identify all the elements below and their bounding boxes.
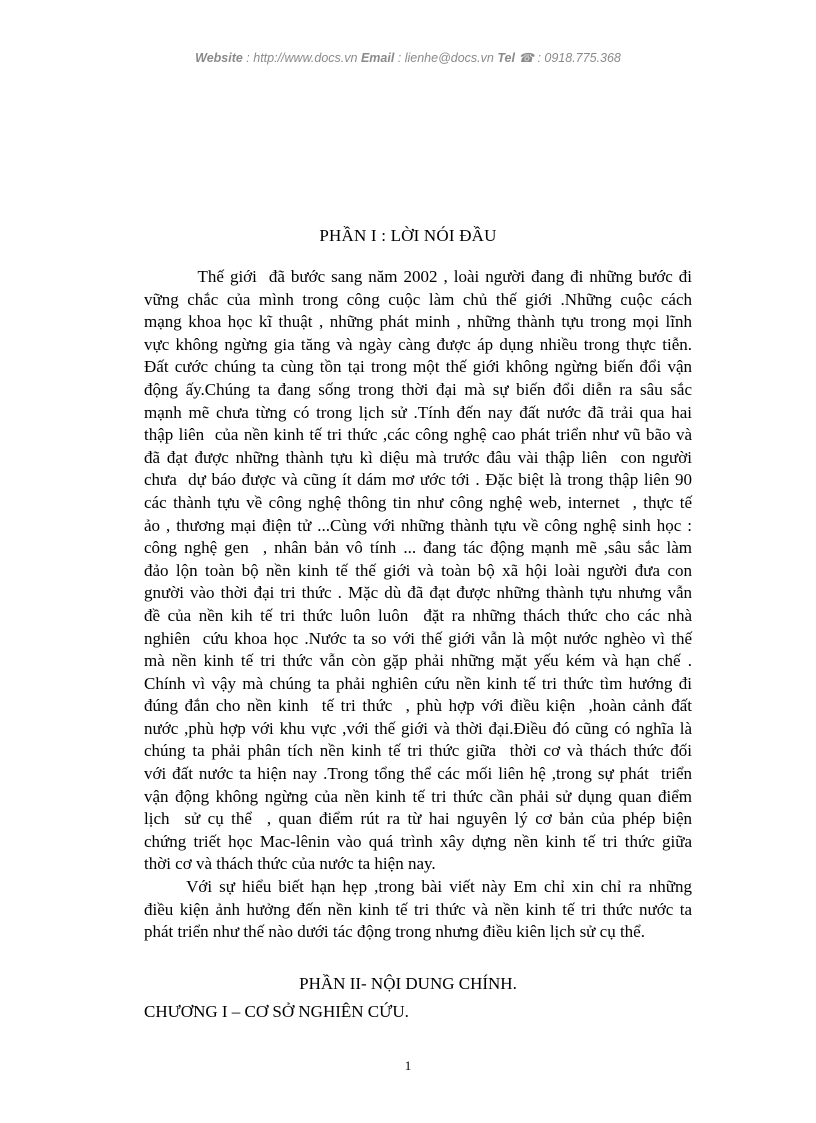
text-line: công nghệ gen , nhân bản vô tính ... đang tác động mạnh mẽ ,sâu sắc làm — [144, 538, 692, 558]
website-label: Website — [195, 51, 243, 65]
text-line: chúng ta phải phân tích nền kinh tế tri thức giữa thời cơ và thách thức đối — [144, 741, 692, 761]
website-value: : http://www.docs.vn — [242, 51, 361, 65]
email-value: : lienhe@docs.vn — [394, 51, 498, 65]
text-line: gnười vào thời đại tri thức . Mặc dù đã đạt được những thành tựu nhưng vẫn — [144, 583, 692, 603]
text-line: vận động không ngừng của nền kinh tế tri thức cần phải sử dụng quan điểm — [144, 786, 692, 806]
text-line: chưa dự báo được và cũng ít dám mơ ước tới . Đặc biệt là trong thập liên 90 — [144, 470, 692, 490]
part1-title: PHẦN I : LỜI NÓI ĐẦU — [319, 226, 497, 245]
text-line: Với sự hiểu biết hạn hẹp ,trong bài viết này Em chỉ xin chỉ ra những — [144, 877, 692, 897]
text-line: vực không ngừng gia tăng và ngày càng được áp dụng nhiều trong thực tiễn. — [144, 334, 692, 354]
text-line: thời cơ và thách thức của nước ta hiện nay. — [144, 854, 436, 874]
text-line: vững chắc của mình trong công cuộc làm chủ thế giới .Những cuộc cách — [144, 289, 692, 309]
tel-label: Tel — [497, 51, 515, 65]
text-line: chứng triết học Mac-lênin vào quá trình xây dựng nền kinh tế tri thức giữa — [144, 831, 692, 851]
text-line: lịch sử cụ thể , quan điểm rút ra từ hai nguyên lý cơ bản của phép biện — [144, 809, 692, 829]
text-line: Đất cước chúng ta cùng tồn tại trong một thế giới không ngừng biến đổi vận — [144, 357, 692, 377]
text-line: động ấy.Chúng ta đang sống trong thời đại mà sự biến đổi diễn ra sâu sắc — [144, 379, 692, 399]
text-line: đảo lộn toàn bộ nền kinh tế thế giới và toàn bộ xã hội loài người đưa con — [144, 560, 692, 580]
text-line: đề của nền kih tế tri thức luôn luôn đặt ra những thách thức cho các nhà — [144, 605, 692, 625]
text-line: ảo , thương mại điện tử ...Cùng với những thành tựu về công nghệ sinh học : — [144, 515, 692, 535]
text-line: nghiên cứu khoa học .Nước ta so với thế giới vẫn là một nước nghèo vì thế — [144, 628, 692, 648]
part2-title: PHẦN II- NỘI DUNG CHÍNH. — [299, 974, 517, 993]
text-line: nước ,phù hợp với khu vực ,với thế giới và thời đại.Điều đó cũng có nghĩa là — [144, 718, 692, 738]
text-line: Chính vì vậy mà chúng ta phải nghiên cứu nền kinh tế tri thức tìm hướng đi — [144, 673, 692, 693]
text-line: với đất nước ta hiện nay .Trong tổng thể các mối liên hệ ,trong sự phát triển — [144, 764, 692, 784]
text-line: phát triển như thế nào dưới tác động trong nhưng điều kiên lịch sử cụ thể. — [144, 922, 645, 942]
text-line: thập liên của nền kinh tế tri thức ,các công nghệ cao phát triển như vũ bão và — [144, 425, 692, 445]
text-line: các thành tựu về công nghệ thông tin như công nghệ web, internet , thực tế — [144, 492, 692, 512]
text-line: đúng đắn cho nền kinh tế tri thức , phù hợp với điều kiện ,hoàn cảnh đất — [144, 696, 692, 716]
text-line: điều kiện ảnh hưởng đến nền kinh tế tri thức và nền kinh tế tri thức nước ta — [144, 899, 692, 919]
body-paragraphs — [144, 266, 692, 944]
text-line: Thế giới đã bước sang năm 2002 , loài người đang đi những bước đi — [144, 267, 692, 286]
page-number: 1 — [404, 1058, 412, 1073]
tel-value: ☎ : 0918.775.368 — [514, 51, 621, 65]
chapter-title: CHƯƠNG I – CƠ SỞ NGHIÊN CỨU. — [144, 1002, 409, 1021]
email-label: Email — [360, 51, 395, 65]
page-header — [0, 50, 816, 65]
text-line: mạnh mẽ chưa từng có trong lịch sử .Tính đến nay đất nước đã trải qua hai — [144, 402, 692, 422]
text-line: mạng khoa học kĩ thuật , những phát minh , những thành tựu trong mọi lĩnh — [144, 312, 692, 332]
text-line: đã đạt được những thành tựu kì diệu mà trước đâu vài thập liên con người — [144, 447, 692, 467]
text-line: mà nền kinh tế tri thức vẫn còn gặp phải những mặt yếu kém và hạn chế . — [144, 651, 692, 671]
